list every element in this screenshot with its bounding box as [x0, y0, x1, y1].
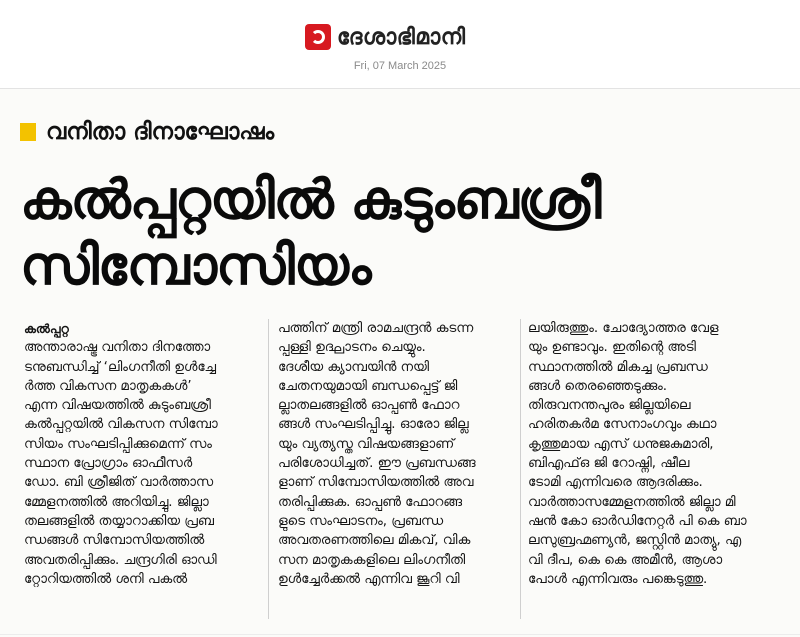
column-line: ർത്ത വികസന മാതൃകകൾ’ — [24, 378, 192, 394]
column-line: ളാണ് സിമ്പോസിയത്തിൽ അവ — [278, 475, 474, 491]
headline-line-2: സിമ്പോസിയം — [20, 234, 371, 297]
column-line: അവതരണത്തിലെ മികവ്, വിക — [278, 533, 471, 549]
column-line: ല്ലാതലങ്ങളിൽ ഓപ്പൺ ഫോറ — [278, 398, 460, 414]
column-line: അവതരിപ്പിക്കും. ചന്ദ്രഗിരി ഓഡി — [24, 552, 217, 568]
column-line: ങ്ങൾ തെരഞ്ഞെടുക്കും. — [528, 378, 667, 394]
column-line: എന്ന വിഷയത്തിൽ കുടുംബശ്രീ — [24, 398, 211, 414]
column-divider — [268, 319, 269, 619]
column-line: മ്മേളനത്തിൽ അറിയിച്ചു. ജില്ലാ — [24, 494, 209, 510]
column-line: പരിശോധിച്ചത്. ഈ പ്രബന്ധങ്ങ — [278, 456, 476, 472]
column-line: സിയം സംഘടിപ്പിക്കുമെന്ന് സം — [24, 436, 212, 452]
newspaper-clipping — [0, 89, 800, 637]
headline — [20, 167, 780, 299]
column-line: തിരുവനന്തപുരം ജില്ലയിലെ — [528, 398, 691, 414]
brand-name: ദേശാഭിമാനി — [337, 24, 466, 50]
column-line: ലസുബ്രഹ്മണ്യൻ, ജസ്റ്റിൻ മാത്യു, എ — [528, 533, 742, 549]
dateline: കൽപ്പറ്റ — [24, 321, 69, 336]
brand-logo[interactable] — [305, 22, 466, 52]
column-line: വി ദീപ, കെ കെ അമീൻ, ആശാ — [528, 552, 723, 568]
bottom-rule — [0, 634, 800, 635]
column-line: സ്ഥാന പ്രോഗ്രാം ഓഫീസർ — [24, 456, 193, 472]
column-line: ഉൾച്ചേർക്കൽ എന്നിവ ജൂറി വി — [278, 571, 460, 587]
column-line: ഡോ. ബി ശ്രീജിത് വാർത്താസ — [24, 475, 214, 491]
article-column-1 — [24, 319, 262, 589]
column-line: പോൾ എന്നിവരും പങ്കെടുത്തു. — [528, 571, 708, 587]
column-line: പത്തിന് മന്ത്രി രാമചന്ദ്രൻ കടന്ന — [278, 321, 474, 336]
column-line: കൽപ്പറ്റയിൽ വികസന സിമ്പോ — [24, 417, 218, 433]
column-line: ചേതനയുമായി ബന്ധപ്പെട്ട് ജി — [278, 378, 458, 394]
site-header — [0, 0, 800, 89]
kicker — [20, 119, 274, 145]
column-line: ടനുബന്ധിച്ച് ‘ലിംഗനീതി ഉൾച്ചേ — [24, 359, 216, 375]
column-line: ദേശീയ ക്യാമ്പയിൻ നയി — [278, 359, 430, 375]
column-line: ളുടെ സംഘാടനം, പ്രബന്ധ — [278, 513, 443, 529]
column-line: വാർത്താസമ്മേളനത്തിൽ ജില്ലാ മി — [528, 494, 736, 510]
column-line: തരിപ്പിക്കുക. ഓപ്പൺ ഫോറങ്ങ — [278, 494, 462, 510]
publication-date: Fri, 07 March 2025 — [353, 60, 447, 72]
article-column-3 — [528, 319, 766, 589]
column-line: ഷൻ കോ ഓർഡിനേറ്റർ പി കെ ബാ — [528, 513, 747, 529]
column-line: ന്ധങ്ങൾ സിമ്പോസിയത്തിൽ — [24, 533, 205, 549]
column-line: സന മാതൃകകളിലെ ലിംഗനീതി — [278, 552, 466, 568]
article-column-2 — [278, 319, 516, 589]
column-line: അന്താരാഷ്ട്ര വനിതാ ദിനത്തോ — [24, 340, 211, 356]
kicker-square-icon — [20, 123, 36, 141]
column-line: ഹരിതകർമ സേനാംഗവും കഥാ — [528, 417, 717, 433]
column-divider — [520, 319, 521, 619]
column-line: തലങ്ങളിൽ തയ്യാറാക്കിയ പ്രബ — [24, 513, 214, 529]
column-line: സ്ഥാനത്തിൽ മികച്ച പ്രബന്ധ — [528, 359, 708, 375]
column-line: ങ്ങൾ സംഘടിപ്പിച്ചു. ഓരോ ജില്ല — [278, 417, 469, 433]
column-line: റ്റോറിയത്തിൽ ശനി പകൽ — [24, 571, 188, 587]
column-line: യും ഉണ്ടാവും. ഇതിന്റെ അടി — [528, 340, 696, 356]
column-line: യും വ്യത്യസ്ത വിഷയങ്ങളാണ് — [278, 436, 455, 452]
headline-line-1: കൽപ്പറ്റയിൽ കുടുംബശ്രീ — [20, 168, 601, 231]
column-line: ബിഎഫ്ഒ ജി റോഷ്നി, ഷീല — [528, 456, 690, 472]
column-line: ടോമി എന്നിവരെ ആദരിക്കും. — [528, 475, 703, 491]
kicker-text: വനിതാ ദിനാഘോഷം — [46, 119, 275, 145]
column-line: കൃത്തുമായ എസ് ധനുജകുമാരി, — [528, 436, 714, 452]
column-line: ലയിരുത്തും. ചോദ്യോത്തര വേള — [528, 321, 719, 336]
column-line: പ്പള്ളി ഉദ്ഘാടനം ചെയ്യും. — [278, 340, 426, 356]
brand-logo-icon — [305, 24, 331, 50]
